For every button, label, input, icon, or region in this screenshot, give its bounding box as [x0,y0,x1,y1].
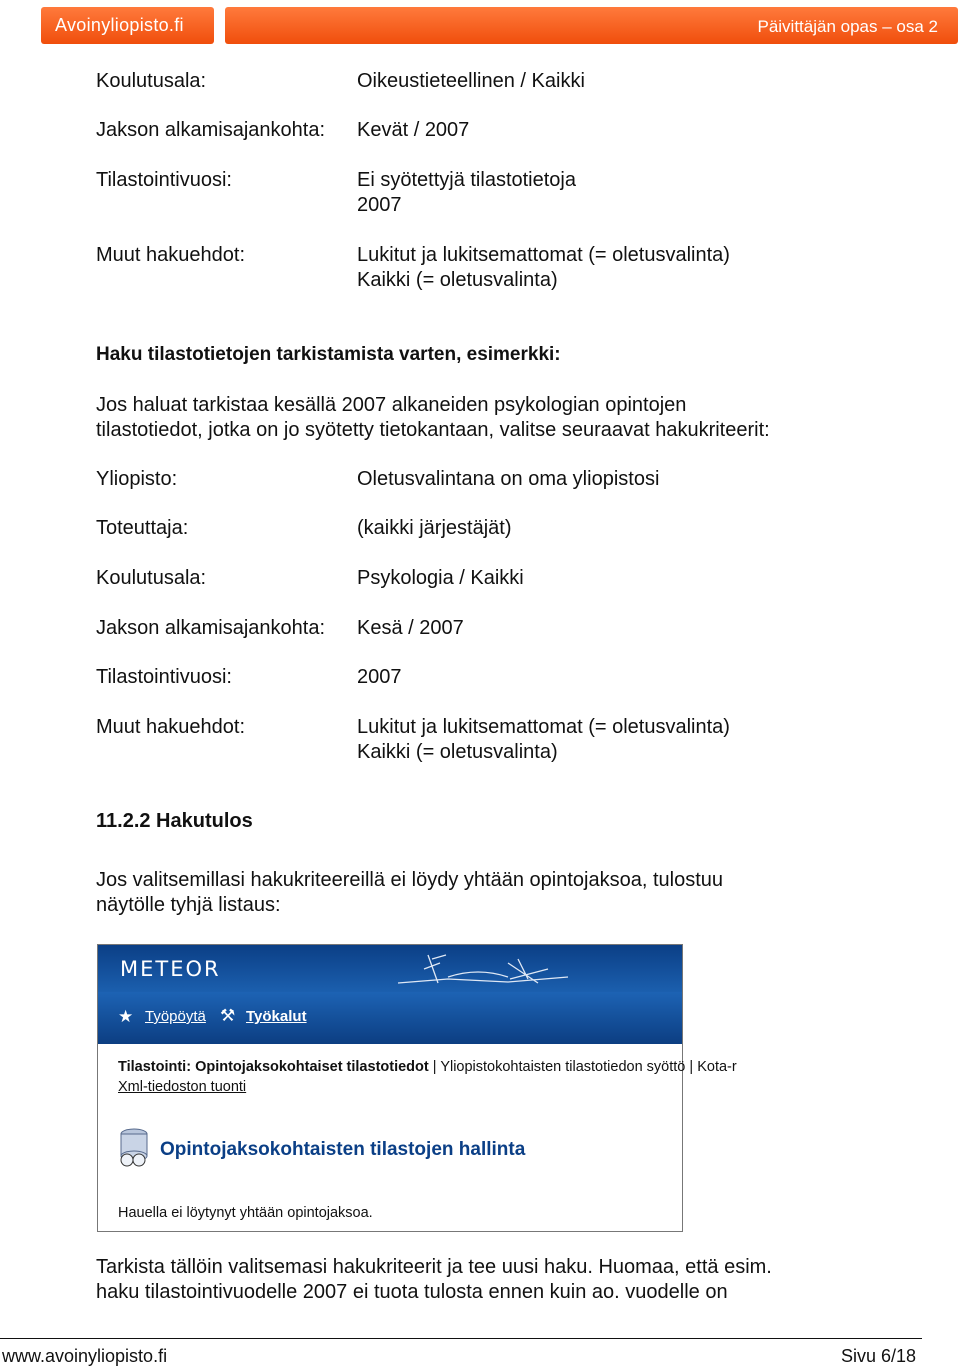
criteria1-label-4: Muut hakuehdot: [96,244,245,266]
database-icon [118,1128,150,1168]
example-para-line2: tilastotiedot, jotka on jo syötetty tietokantaan, valitse seuraavat hakukriteerit: [96,419,770,441]
meteor-header [98,945,682,992]
document-title: Päivittäjän opas – osa 2 [757,17,938,36]
criteria2-value-2: (kaikki järjestäjät) [357,517,512,539]
star-icon: ★ [118,1007,134,1026]
criteria1-label-1: Koulutusala: [96,70,207,92]
criteria2-value-1: Oletusvalintana on oma yliopistosi [357,468,660,490]
example-para-line1: Jos haluat tarkistaa kesällä 2007 alkaneiden psykologian opintojen [96,394,687,416]
criteria1-label-3: Tilastointivuosi: [96,169,232,191]
result-para-line1: Jos valitsemillasi hakukriteereillä ei löydy yhtään opintojaksoa, tulostuu [96,869,723,891]
crumb-university-link[interactable]: Yliopistokohtaisten tilastotiedon syöttö [440,1059,686,1075]
result-para-line2: näytölle tyhjä listaus: [96,894,281,916]
empty-result-message: Hauella ei löytynyt yhtään opintojaksoa. [118,1205,373,1221]
criteria2-label-1: Yliopisto: [96,468,178,490]
criteria1-value-4: Lukitut ja lukitsemattomat (= oletusvalinta) [357,244,730,266]
nav-desktop-link[interactable]: Työpöytä [145,1008,206,1025]
breadcrumb [118,1057,737,1077]
crumb-prefix: Tilastointi: [118,1059,192,1075]
criteria2-value-4: Kesä / 2007 [357,617,464,639]
logo [41,7,214,44]
screenshot-page-title: Opintojaksokohtaisten tilastojen hallinta [160,1139,526,1160]
closing-line1: Tarkista tällöin valitsemasi hakukriteerit ja tee uusi haku. Huomaa, että esim. [96,1256,772,1278]
criteria1-value-1: Oikeustieteellinen / Kaikki [357,70,585,92]
xml-import-link[interactable]: Xml-tiedoston tuonti [118,1079,247,1095]
meteor-screenshot [97,944,737,1232]
criteria2-value-6b: Kaikki (= oletusvalinta) [357,741,558,763]
criteria2-label-5: Tilastointivuosi: [96,666,232,688]
criteria2-value-5: 2007 [357,666,402,688]
criteria2-label-6: Muut hakuehdot: [96,716,245,738]
criteria2-value-6: Lukitut ja lukitsemattomat (= oletusvalinta) [357,716,730,738]
result-heading: 11.2.2 Hakutulos [96,810,253,832]
header-bar [225,7,958,44]
logo-text: Avoinyliopisto.fi [55,15,184,35]
criteria1-label-2: Jakson alkamisajankohta: [96,119,326,141]
criteria2-label-2: Toteuttaja: [96,517,189,539]
meteor-decoration-icon [388,949,578,989]
criteria1-value-4b: Kaikki (= oletusvalinta) [357,269,558,291]
crumb-separator: | [689,1059,694,1075]
crumb-stats-link[interactable]: Opintojaksokohtaiset tilastotiedot [195,1059,429,1075]
crumb-kota-link[interactable]: Kota-r [697,1059,737,1075]
footer-divider [0,1338,922,1339]
crumb-separator: | [432,1059,437,1075]
tools-icon: ⚒ [220,1006,236,1025]
closing-line2: haku tilastointivuodelle 2007 ei tuota tulosta ennen kuin ao. vuodelle on [96,1281,728,1303]
criteria1-value-3b: 2007 [357,194,402,216]
criteria2-value-3: Psykologia / Kaikki [357,567,524,589]
nav-tools-link[interactable]: Työkalut [246,1008,307,1025]
example-heading: Haku tilastotietojen tarkistamista varten, esimerkki: [96,344,561,365]
criteria2-label-3: Koulutusala: [96,567,207,589]
meteor-logo: METEOR [120,957,221,981]
footer-page-number: Sivu 6/18 [840,1346,916,1366]
footer-url: www.avoinyliopisto.fi [2,1346,168,1366]
criteria1-value-3: Ei syötettyjä tilastotietoja [357,169,576,191]
criteria1-value-2: Kevät / 2007 [357,119,470,141]
meteor-nav [98,992,682,1044]
criteria2-label-4: Jakson alkamisajankohta: [96,617,326,639]
